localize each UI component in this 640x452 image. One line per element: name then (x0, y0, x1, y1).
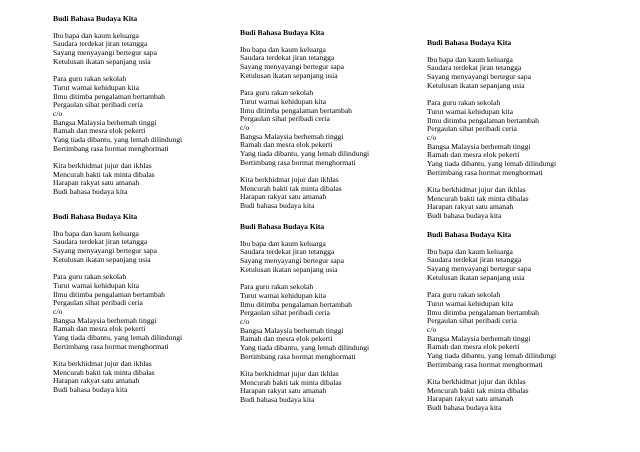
lyric-line: Pergaulan sihat peribadi ceria (240, 114, 330, 124)
lyric-line: Turut warnai kehidupan kita (53, 82, 139, 92)
stanza-1 (53, 230, 253, 265)
lyric-line: Saudara terdekat jiran tetangga (240, 53, 335, 63)
lyric-line: Mencurah bakti tak minta dibalas (53, 367, 155, 377)
lyric-line: Para guru rakan sekolah (240, 282, 314, 292)
lyrics-copy (53, 212, 253, 395)
stanza-3 (427, 186, 627, 221)
lyric-line: Budi bahasa budaya kita (53, 385, 128, 395)
lyric-line: Turut warnai kehidupan kita (53, 280, 139, 290)
lyric-line: Yang tiada dibantu, yang lemah dilindungi (427, 350, 557, 360)
lyric-line: Saudara terdekat jiran tetangga (53, 39, 148, 49)
lyric-line: Ilmu ditimba pengalaman bertambah (427, 307, 539, 317)
lyric-line: Harapan rakyat satu amanah (427, 394, 514, 404)
chorus-marker: c/o (427, 132, 437, 142)
lyric-line: Ketulusan ikatan sepanjang usia (53, 56, 151, 66)
lyric-line: Sayang menyayangi bertegur sapa (53, 246, 157, 256)
lyric-line: Mencurah bakti tak minta dibalas (53, 169, 155, 179)
lyric-line: Para guru rakan sekolah (53, 74, 127, 84)
stanza-1 (240, 240, 440, 275)
lyric-line: Sayang menyayangi bertegur sapa (240, 256, 344, 266)
lyric-line: Ibu bapa dan kaum keluarga (53, 228, 139, 238)
song-title: Budi Bahasa Budaya Kita (240, 222, 325, 231)
lyrics-copy (240, 28, 440, 211)
lyric-line: Ketulusan ikatan sepanjang usia (53, 254, 151, 264)
lyric-line: Para guru rakan sekolah (427, 290, 501, 300)
lyrics-copy (240, 222, 440, 405)
lyric-line: Bangsa Malaysia berhemah tinggi (53, 117, 157, 127)
chorus-marker: c/o (53, 108, 63, 118)
stanza-1 (53, 32, 253, 67)
lyric-line: Ketulusan ikatan sepanjang usia (427, 80, 525, 90)
lyric-line: Bertimbang rasa hormat menghormati (427, 359, 543, 369)
lyric-line: Bertimbang rasa hormat menghormati (53, 143, 169, 153)
lyric-line: Ketulusan ikatan sepanjang usia (240, 264, 338, 274)
chorus-marker: c/o (240, 316, 250, 326)
lyric-line: Ibu bapa dan kaum keluarga (53, 30, 139, 40)
lyric-line: Kita berkhidmat jujur dan ikhlas (240, 369, 339, 378)
lyric-line: Ketulusan ikatan sepanjang usia (427, 272, 525, 282)
lyric-line: Bangsa Malaysia berhemah tinggi (240, 325, 344, 335)
lyric-line: Bangsa Malaysia berhemah tinggi (240, 131, 344, 141)
stanza-3 (240, 176, 440, 211)
lyrics-copy (427, 38, 627, 221)
stanza-2 (427, 291, 627, 369)
lyric-line: Sayang menyayangi bertegur sapa (240, 62, 344, 72)
lyric-line: Ramah dan mesra elok pekerti (427, 342, 520, 352)
stanza-3 (240, 370, 440, 405)
lyric-line: Kita berkhidmat jujur dan ikhlas (53, 359, 152, 368)
lyric-line: Harapan rakyat satu amanah (240, 386, 327, 396)
lyric-line: Para guru rakan sekolah (240, 88, 314, 98)
lyric-line: Pergaulan sihat peribadi ceria (427, 124, 517, 134)
lyric-line: Ilmu ditimba pengalaman bertambah (240, 299, 352, 309)
stanza-2 (53, 273, 253, 351)
lyric-line: Kita berkhidmat jujur dan ikhlas (427, 185, 526, 194)
lyric-line: Ibu bapa dan kaum keluarga (240, 238, 326, 248)
song-title: Budi Bahasa Budaya Kita (427, 38, 512, 47)
lyric-line: Bangsa Malaysia berhemah tinggi (427, 141, 531, 151)
lyric-line: Pergaulan sihat peribadi ceria (427, 316, 517, 326)
chorus-marker: c/o (240, 122, 250, 132)
song-title: Budi Bahasa Budaya Kita (53, 14, 138, 23)
lyric-line: Turut warnai kehidupan kita (427, 106, 513, 116)
stanza-2 (240, 89, 440, 167)
lyric-line: Yang tiada dibantu, yang lemah dilindungi (427, 158, 557, 168)
stanza-1 (240, 46, 440, 81)
lyric-line: Bertimbang rasa hormat menghormati (53, 341, 169, 351)
lyric-line: Ilmu ditimba pengalaman bertambah (427, 115, 539, 125)
lyric-line: Ilmu ditimba pengalaman bertambah (240, 105, 352, 115)
song-title: Budi Bahasa Budaya Kita (53, 212, 138, 221)
lyric-line: Turut warnai kehidupan kita (240, 96, 326, 106)
lyric-line: Ibu bapa dan kaum keluarga (427, 54, 513, 64)
stanza-3 (427, 378, 627, 413)
lyric-line: Sayang menyayangi bertegur sapa (427, 72, 531, 82)
lyric-line: Bertimbang rasa hormat menghormati (240, 157, 356, 167)
lyric-line: Turut warnai kehidupan kita (427, 298, 513, 308)
stanza-3 (53, 360, 253, 395)
lyric-line: Harapan rakyat satu amanah (240, 192, 327, 202)
lyric-line: Bangsa Malaysia berhemah tinggi (427, 333, 531, 343)
lyric-line: Kita berkhidmat jujur dan ikhlas (240, 175, 339, 184)
lyric-line: Ramah dan mesra elok pekerti (240, 334, 333, 344)
lyric-line: Ilmu ditimba pengalaman bertambah (53, 289, 165, 299)
lyric-line: Kita berkhidmat jujur dan ikhlas (427, 377, 526, 386)
lyric-line: Ramah dan mesra elok pekerti (427, 150, 520, 160)
lyric-line: Mencurah bakti tak minta dibalas (240, 183, 342, 193)
lyrics-copy (427, 230, 627, 413)
lyric-line: Mencurah bakti tak minta dibalas (427, 193, 529, 203)
lyric-line: Ramah dan mesra elok pekerti (53, 126, 146, 136)
song-title: Budi Bahasa Budaya Kita (427, 230, 512, 239)
lyric-line: Bertimbang rasa hormat menghormati (427, 167, 543, 177)
lyric-line: Ibu bapa dan kaum keluarga (427, 246, 513, 256)
lyric-line: Saudara terdekat jiran tetangga (427, 255, 522, 265)
lyric-line: Saudara terdekat jiran tetangga (427, 63, 522, 73)
lyric-line: Saudara terdekat jiran tetangga (240, 247, 335, 257)
lyric-line: Budi bahasa budaya kita (427, 403, 502, 413)
lyric-line: Ramah dan mesra elok pekerti (53, 324, 146, 334)
lyric-line: Ketulusan ikatan sepanjang usia (240, 70, 338, 80)
lyric-line: Ramah dan mesra elok pekerti (240, 140, 333, 150)
lyric-line: Ibu bapa dan kaum keluarga (240, 44, 326, 54)
lyric-line: Budi bahasa budaya kita (427, 211, 502, 221)
lyric-line: Pergaulan sihat peribadi ceria (53, 100, 143, 110)
lyric-line: Yang tiada dibantu, yang lemah dilindungi (240, 148, 370, 158)
stanza-2 (53, 75, 253, 153)
lyric-line: Pergaulan sihat peribadi ceria (53, 298, 143, 308)
song-title: Budi Bahasa Budaya Kita (240, 28, 325, 37)
stanza-2 (427, 99, 627, 177)
lyric-line: Saudara terdekat jiran tetangga (53, 237, 148, 247)
lyric-line: Kita berkhidmat jujur dan ikhlas (53, 161, 152, 170)
lyric-line: Sayang menyayangi bertegur sapa (427, 264, 531, 274)
lyric-line: Yang tiada dibantu, yang lemah dilindungi (240, 342, 370, 352)
stanza-1 (427, 248, 627, 283)
lyric-line: Harapan rakyat satu amanah (53, 376, 140, 386)
lyric-line: Para guru rakan sekolah (53, 272, 127, 282)
lyric-line: Sayang menyayangi bertegur sapa (53, 48, 157, 58)
lyric-line: Pergaulan sihat peribadi ceria (240, 308, 330, 318)
lyric-line: Harapan rakyat satu amanah (427, 202, 514, 212)
lyric-line: Ilmu ditimba pengalaman bertambah (53, 91, 165, 101)
lyric-line: Budi bahasa budaya kita (240, 395, 315, 405)
lyric-line: Para guru rakan sekolah (427, 98, 501, 108)
lyric-line: Harapan rakyat satu amanah (53, 178, 140, 188)
chorus-marker: c/o (53, 306, 63, 316)
stanza-2 (240, 283, 440, 361)
stanza-3 (53, 162, 253, 197)
lyric-line: Mencurah bakti tak minta dibalas (240, 377, 342, 387)
chorus-marker: c/o (427, 324, 437, 334)
lyric-line: Yang tiada dibantu, yang lemah dilindungi (53, 332, 183, 342)
lyric-line: Bertimbang rasa hormat menghormati (240, 351, 356, 361)
lyric-line: Budi bahasa budaya kita (240, 201, 315, 211)
stanza-1 (427, 56, 627, 91)
lyric-line: Yang tiada dibantu, yang lemah dilindungi (53, 134, 183, 144)
lyric-line: Turut warnai kehidupan kita (240, 290, 326, 300)
lyric-line: Bangsa Malaysia berhemah tinggi (53, 315, 157, 325)
lyric-line: Mencurah bakti tak minta dibalas (427, 385, 529, 395)
lyric-line: Budi bahasa budaya kita (53, 187, 128, 197)
lyrics-copy (53, 14, 253, 197)
